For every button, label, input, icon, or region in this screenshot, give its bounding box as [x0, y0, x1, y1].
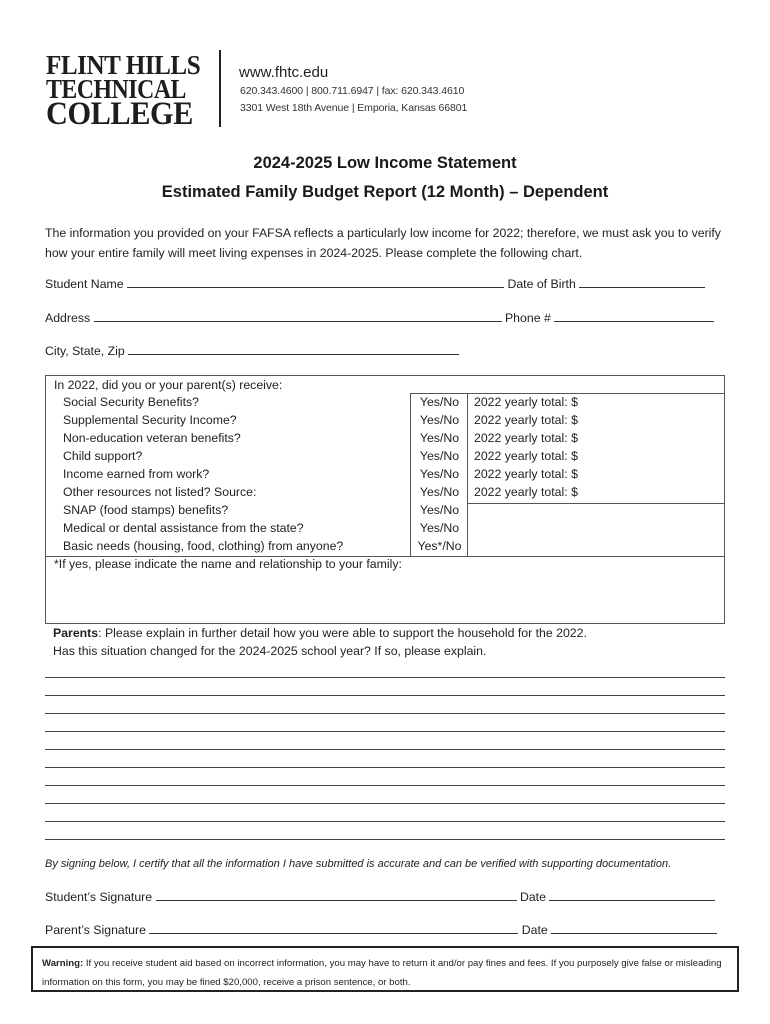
row-answer[interactable]: Yes/No: [419, 395, 460, 409]
parent-date-field[interactable]: [551, 922, 717, 934]
city-field[interactable]: [128, 343, 459, 355]
row-total[interactable]: 2022 yearly total: $: [474, 431, 578, 445]
row-question: Income earned from work?: [63, 467, 210, 481]
row-answer[interactable]: Yes/No: [419, 521, 460, 535]
student-date-field[interactable]: [549, 889, 715, 901]
row-total[interactable]: 2022 yearly total: $: [474, 467, 578, 481]
explain-line-2: Has this situation changed for the 2024-2025 school year? If so, please explain.: [53, 644, 487, 658]
page-subtitle: Estimated Family Budget Report (12 Month) – Dependent: [161, 183, 609, 201]
student-name-label: Student Name: [45, 277, 124, 291]
phone-label: Phone #: [504, 311, 551, 325]
row-question: SNAP (food stamps) benefits?: [63, 503, 229, 517]
writing-line: [45, 821, 725, 822]
row-question: Basic needs (housing, food, clothing) from anyone?: [63, 539, 344, 553]
city-row: [45, 343, 459, 358]
row-answer[interactable]: Yes/No: [419, 449, 460, 463]
college-website: www.fhtc.edu: [239, 64, 329, 81]
logo-line-1: FLINT HILLS: [46, 50, 201, 80]
row-question: Child support?: [63, 449, 143, 463]
row-answer[interactable]: Yes/No: [419, 485, 460, 499]
writing-line: [45, 767, 725, 768]
row-total[interactable]: 2022 yearly total: $: [474, 413, 578, 427]
writing-line: [45, 839, 725, 840]
warning-box: [31, 946, 739, 992]
dob-field[interactable]: [579, 276, 705, 288]
row-total[interactable]: 2022 yearly total: $: [474, 395, 578, 409]
logo-divider: [219, 50, 221, 127]
warning-label: Warning:: [42, 958, 84, 969]
student-signature-row: [45, 889, 715, 904]
certification-text: By signing below, I certify that all the information I have submitted is accurate and can be verified with supporting documentation.: [45, 858, 672, 870]
row-total[interactable]: 2022 yearly total: $: [474, 449, 578, 463]
address-field[interactable]: [94, 310, 502, 322]
writing-line: [45, 803, 725, 804]
parent-date-label: Date: [521, 923, 548, 937]
address-label: Address: [45, 311, 91, 325]
writing-line: [45, 731, 725, 732]
warning-body: If you receive student aid based on incorrect information, you may have to return it and/or pay fines and fees. If you purposely give false or misleading information on this form, you may be fined $20,000, receive a prison sentence, or both.: [42, 958, 722, 988]
logo-line-3: COLLEGE: [46, 96, 193, 132]
page-title: 2024-2025 Low Income Statement: [253, 154, 517, 172]
contact-phone: 620.343.4600 | 800.711.6947 | fax: 620.343.4610: [240, 85, 465, 97]
row-question: Other resources not listed? Source:: [63, 485, 257, 499]
logo-line-2: TECHNICAL: [46, 74, 186, 104]
address-row: [45, 310, 714, 325]
row-question: Medical or dental assistance from the state?: [63, 521, 304, 535]
contact-address: 3301 West 18th Avenue | Emporia, Kansas 66801: [240, 102, 468, 114]
student-signature-label: Student’s Signature: [45, 890, 153, 904]
explain-bold-label: Parents: [53, 626, 99, 640]
row-answer[interactable]: Yes/No: [419, 431, 460, 445]
explain-line-1: [53, 626, 587, 640]
warning-text: [42, 954, 732, 992]
dob-label: Date of Birth: [507, 277, 576, 291]
parent-signature-label: Parent’s Signature: [45, 923, 146, 937]
explain-text: : Please explain in further detail how you were able to support the household for the 2022.: [98, 626, 587, 640]
student-date-label: Date: [519, 890, 546, 904]
row-question: Supplemental Security Income?: [63, 413, 237, 427]
row-question: Non-education veteran benefits?: [63, 431, 241, 445]
row-question: Social Security Benefits?: [63, 395, 200, 409]
writing-line: [45, 695, 725, 696]
row-answer[interactable]: Yes*/No: [417, 539, 462, 553]
row-answer[interactable]: Yes/No: [419, 467, 460, 481]
phone-field[interactable]: [554, 310, 714, 322]
writing-line: [45, 713, 725, 714]
student-signature-field[interactable]: [156, 889, 517, 901]
row-answer[interactable]: Yes/No: [419, 503, 460, 517]
student-name-row: [45, 276, 705, 291]
table-note: *If yes, please indicate the name and relationship to your family:: [54, 557, 402, 571]
writing-line: [45, 677, 725, 678]
row-answer[interactable]: Yes/No: [419, 413, 460, 427]
table-divider: [467, 503, 724, 504]
writing-line: [45, 749, 725, 750]
student-name-field[interactable]: [127, 276, 504, 288]
row-total[interactable]: 2022 yearly total: $: [474, 485, 578, 499]
writing-line: [45, 785, 725, 786]
table-heading: In 2022, did you or your parent(s) receive:: [54, 378, 283, 392]
table-divider: [410, 393, 724, 394]
city-label: City, State, Zip: [45, 344, 125, 358]
income-table: [45, 375, 725, 624]
intro-paragraph: The information you provided on your FAFSA reflects a particularly low income for 2022; therefore, we must ask you to verify how your entire family will meet living expenses in 2024-2025. Please complete the following chart.: [45, 226, 721, 260]
parent-signature-field[interactable]: [149, 922, 518, 934]
parent-signature-row: [45, 922, 717, 937]
